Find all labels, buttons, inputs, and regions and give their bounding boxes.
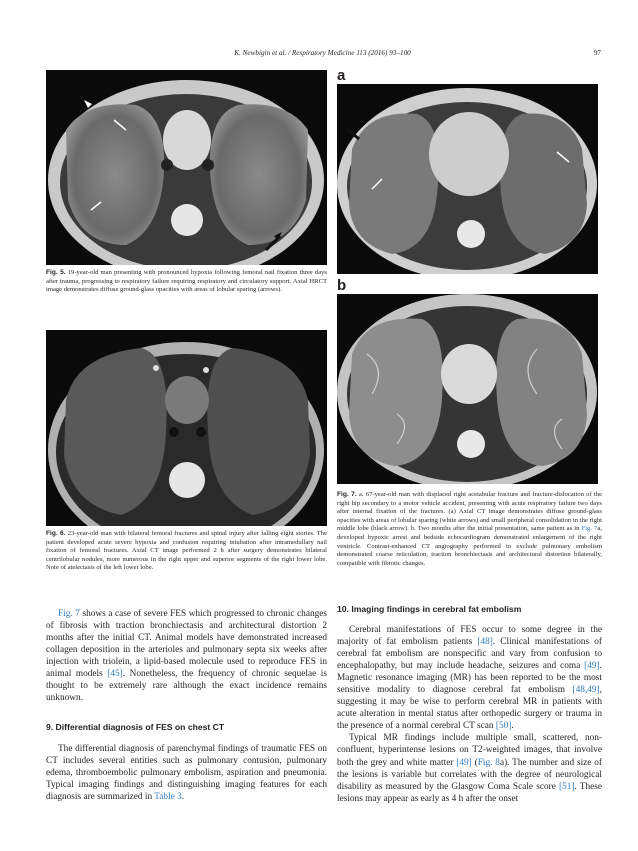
- fig7-panel-b-label: b: [337, 277, 347, 294]
- fig7-caption-text-pre: a. 67-year-old man with displaced right acetabular fracture and fracture-dislocation of the right hip secondary to a motor vehicle accident, presenting with acute respiratory failure two days after internal fixation of the fractures. (a) Axial CT image demonstrates diffuse ground-glass opacities with areas of lobular sparing (white arrows) and small peripheral consolidation in the right middle lobe (black arrow). b. Two months after the initial presentation, same patient as in: [337, 491, 602, 533]
- right-paragraphs: [337, 624, 602, 805]
- fig6-caption-label: Fig. 6.: [46, 530, 66, 537]
- ref-51-link[interactable]: [51]: [558, 781, 575, 792]
- fig6-ct-image: [46, 330, 327, 526]
- fig7-ref-link[interactable]: Fig. 7: [58, 609, 80, 619]
- right-p1-text-e: .: [511, 721, 514, 732]
- fig7-caption-label: Fig. 7.: [337, 491, 357, 498]
- left-p2-text-b: .: [181, 792, 185, 803]
- left-paragraph-2: [46, 743, 327, 803]
- fig5-ct-image: [46, 70, 327, 265]
- fig7-caption: [337, 491, 602, 568]
- table-3-ref-link[interactable]: Table 3: [154, 792, 182, 803]
- fig6-caption: [46, 530, 327, 573]
- ref-48-49-link[interactable]: [48,49]: [572, 685, 600, 696]
- right-p2-text-a: Typical MR findings include multiple small, scattered, non-confluent, hyperintense lesions on T2-weighted images, that involve both the grey and white matter: [337, 733, 602, 768]
- fig5-caption-text: 19-year-old man presenting with pronounced hypoxia following femoral nail fixation three days after trauma, progressing to respiratory failure requiring respiratory and circulatory support. Axial HRCT image demonstrates diffuse ground-glass opacities with areas of lobular sparing (arrows).: [46, 269, 327, 294]
- running-head: K. Newbigin et al. / Respiratory Medicine 113 (2016) 93–100: [234, 49, 411, 57]
- ref-49b-link[interactable]: [49]: [456, 757, 472, 768]
- left-p1-text-a: shows a case of severe FES which progressed to chronic changes of fibrosis with traction bronchiectasis and architectural distortion 2 months after the initial CT. Animal models have demonstrated increased collagen deposition in the arterioles and pulmonary septa six weeks after injection with triolein, a lipid-based molecule used to reproduce FES in animal models: [46, 609, 327, 680]
- ref-48-link[interactable]: [48]: [477, 637, 493, 648]
- ref-45-link[interactable]: [45]: [107, 669, 123, 680]
- fig5-caption-label: Fig. 5.: [46, 269, 66, 276]
- fig8-ref-link[interactable]: Fig. 8: [477, 757, 500, 768]
- fig7-caption-text-post: a, developed hypoxic arrest and bedside echocardiogram demonstrated enlargement of the right ventricle. Contrast-enhanced CT angiography performed to exclude pulmonary embolism demonstrated coarse reticulation, traction bronchiectasis and architectural distortion bilaterally, compatible with fibrotic changes.: [337, 525, 603, 567]
- fig7-panel-a-label: a: [337, 67, 346, 84]
- left-p1-text-b: . Nonetheless, the frequency of chronic sequelae is thought to be extremely rare although the exact incidence remains unknown.: [46, 669, 327, 704]
- right-p2-text-d: . These lesions may appear as early as 4 h after the onset: [337, 781, 602, 804]
- left-paragraph-1: [46, 608, 327, 704]
- page-number: 97: [593, 49, 601, 57]
- right-p2-text-c: a). The number and size of the lesions is variable but correlates with the degree of neurological disability as measured by the Glasgow Coma Scale score: [337, 757, 602, 792]
- section-10-heading: 10. Imaging findings in cerebral fat embolism: [337, 604, 522, 614]
- right-p1-text-d: , suggesting it may be wise to perform cerebral MR in patients with acute alteration in mental status after orthopedic surgery or trauma in the presence of a normal cerebral CT scan: [337, 685, 602, 732]
- right-p1-text-a: Cerebral manifestations of FES occur to some degree in the majority of fat embolism patients: [337, 625, 602, 648]
- ref-49-link[interactable]: [49]: [584, 661, 600, 672]
- fig7b-ct-image: [337, 294, 598, 484]
- right-p1-text-b: . Clinical manifestations of cerebral fat embolism are nonspecific and vary from confusion to encephalopathy, but may include headache, seizures and coma: [337, 637, 602, 672]
- section-9-heading: 9. Differential diagnosis of FES on chest CT: [46, 722, 225, 732]
- fig6-caption-text: 23-year-old man with bilateral femoral fractures and spinal injury after falling eight stories. The patient developed acute severe hypoxia and confusion requiring intubation after intramedullary nail fixation of femoral fractures. Axial CT image performed 2 h after surgery demonstrates bilateral centrilobular nodules, more numerous in the right upper and superior segments of the right lower lobe. Note of atelectasis of the left lower lobe.: [46, 530, 327, 572]
- left-p2-text-a: The differential diagnosis of parenchymal findings of traumatic FES on CT includes several entities such as pulmonary contusion, pulmonary edema, thromboembolic pulmonary embolism, aspiration and pneumonia. Typical imaging findings and distinguishing imaging features for each diagnosis are summarized in: [46, 744, 327, 803]
- ref-50-link[interactable]: [50]: [495, 721, 512, 732]
- right-p1-text-c: . Magnetic resonance imaging (MR) has been reported to be the most sensitive modality to diagnose cerebral fat embolism: [337, 661, 602, 696]
- fig7-caption-ref-link[interactable]: Fig. 7: [581, 525, 598, 533]
- fig5-caption: [46, 269, 327, 295]
- fig7a-ct-image: [337, 84, 598, 274]
- page-header: [44, 47, 601, 61]
- right-p2-text-b: (: [471, 757, 478, 768]
